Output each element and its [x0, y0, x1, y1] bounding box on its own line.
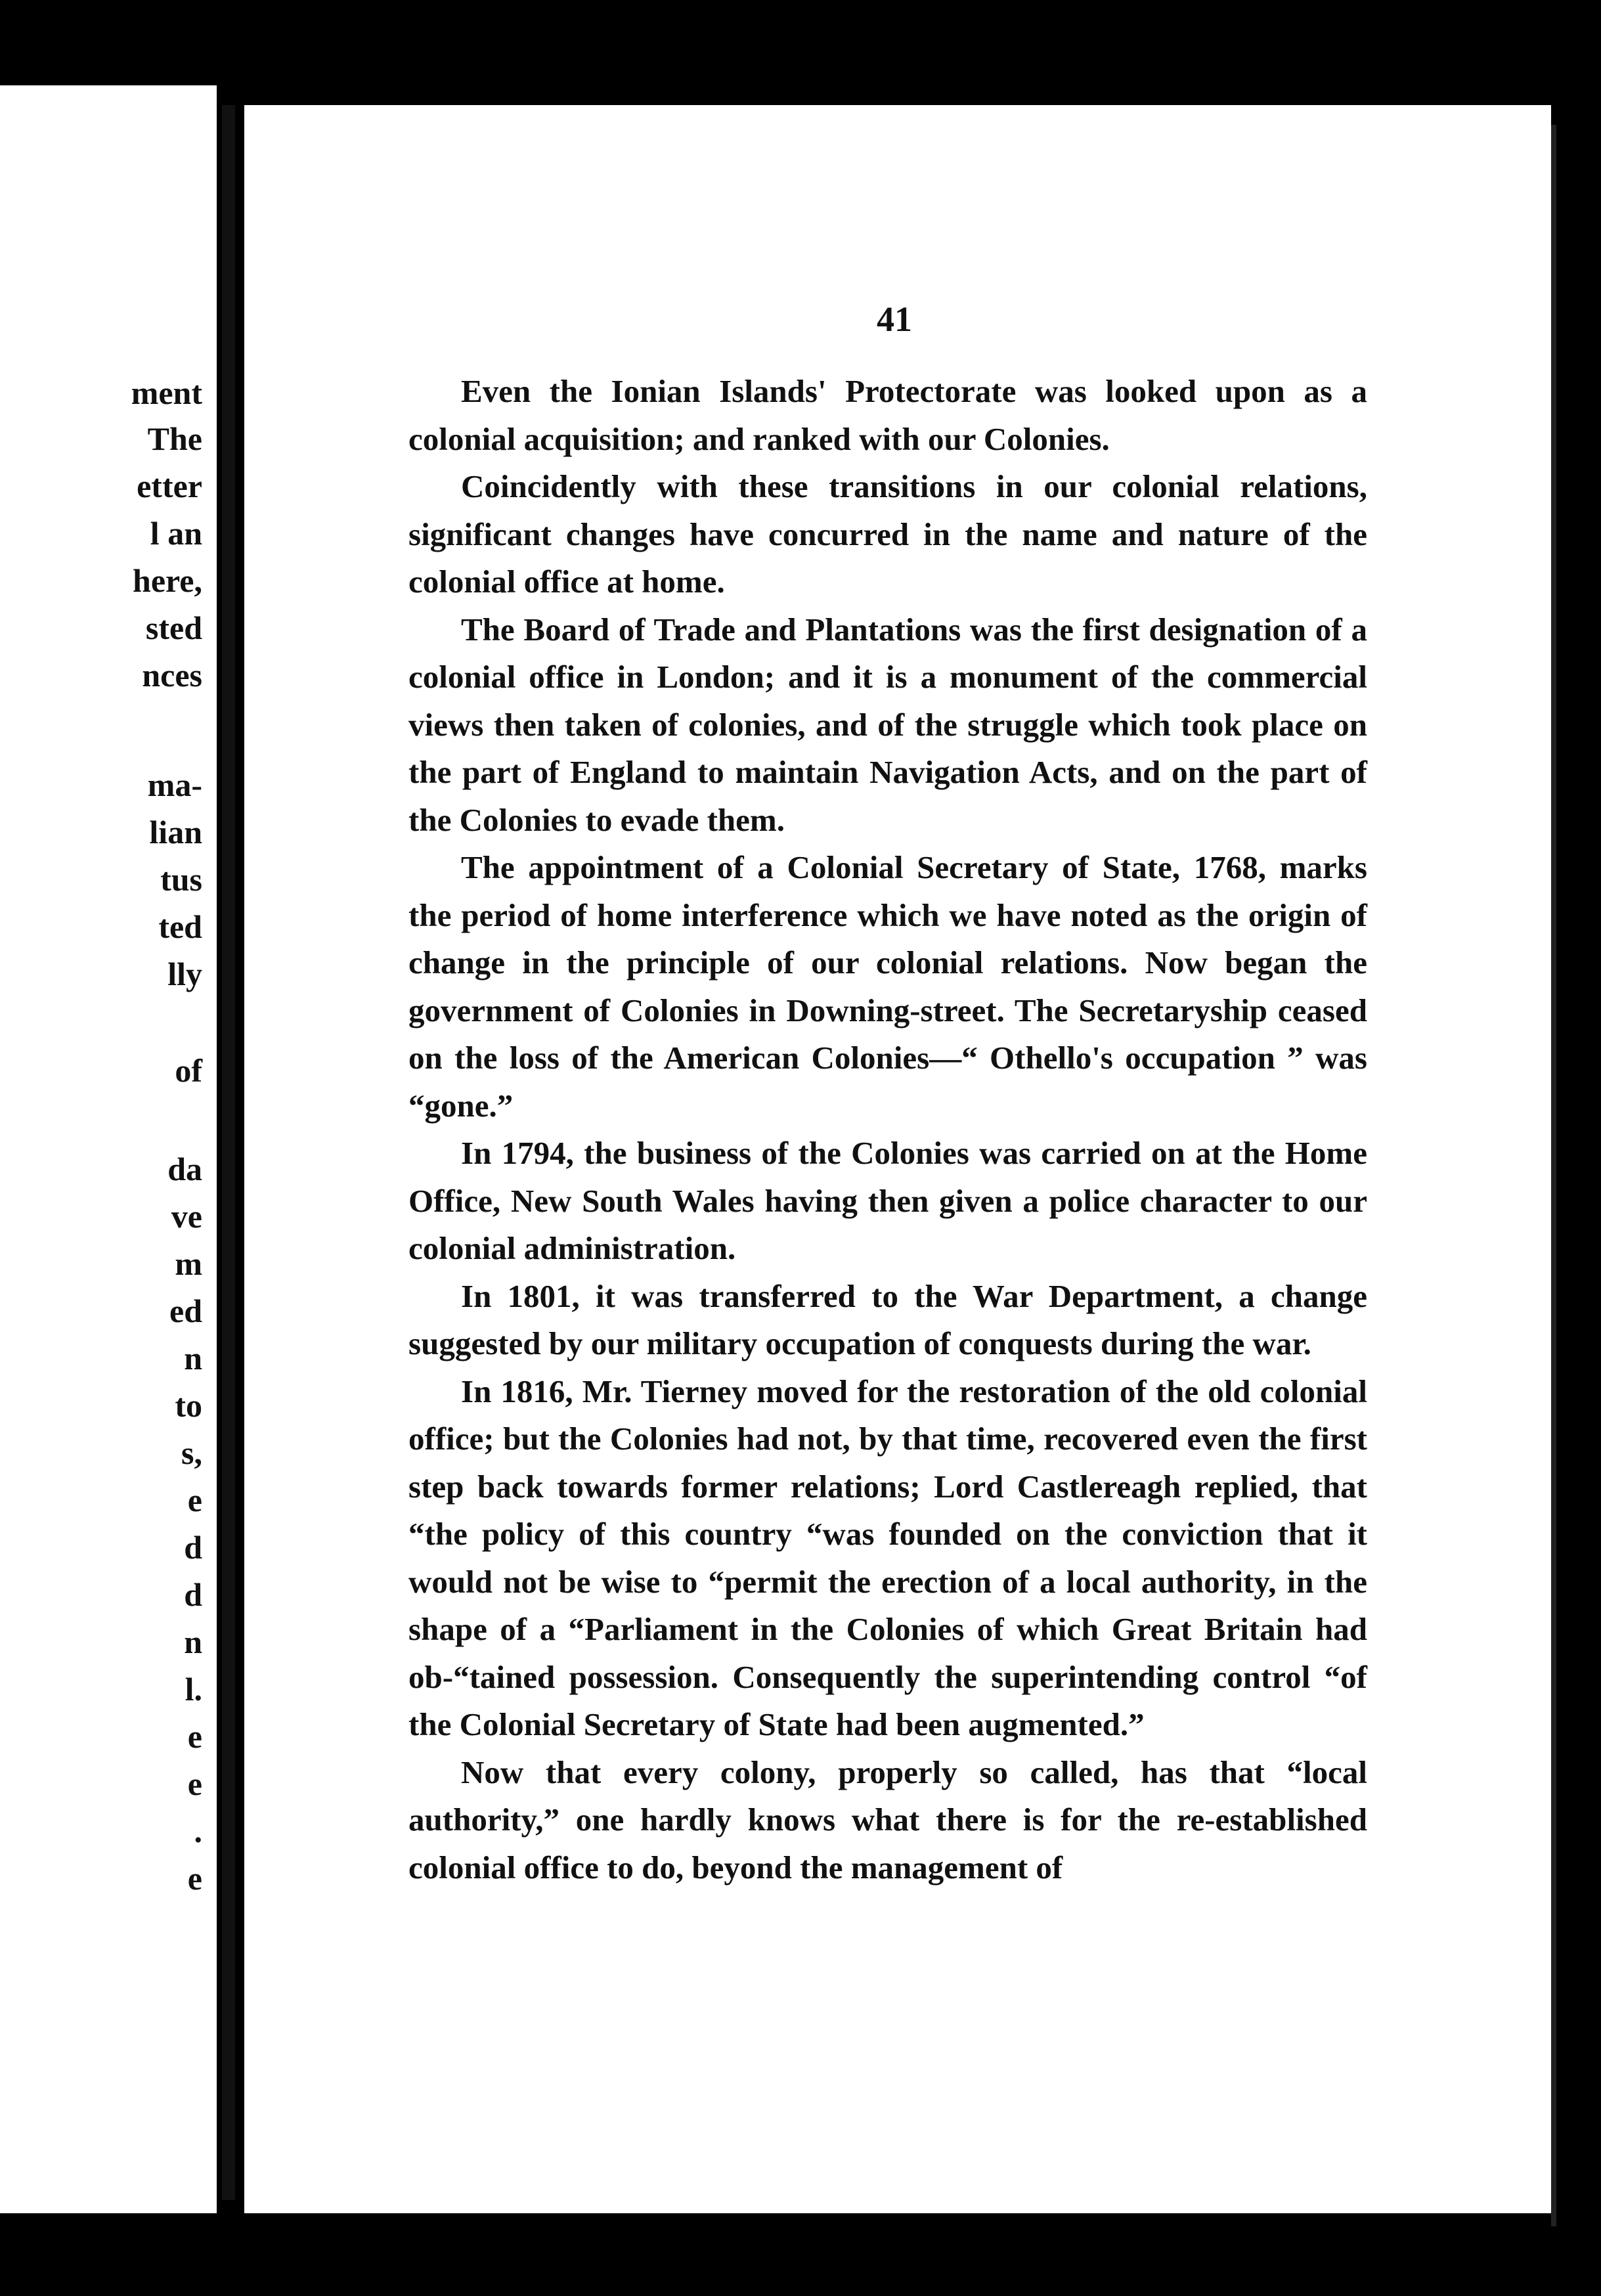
- left-fragment: n: [184, 1340, 202, 1377]
- left-fragment: of: [175, 1052, 202, 1089]
- left-fragment: sted: [145, 609, 202, 646]
- left-fragment: s,: [181, 1434, 202, 1471]
- paragraph: In 1816, Mr. Tierney moved for the restoration of the old colonial office; but the Colonies had not, by that time, recovered even the first step back towards former relations; Lord Castlereagh replied, that “the policy of this country “was founded on the conviction that it would not be wise to “permit the erection of a local authority, in the shape of a “Parliament in the Colonies of which Great Britain had ob-“tained possession. Consequently the superintending control “of the Colonial Secretary of State had been augmented.”: [408, 1373, 1367, 1742]
- left-fragment: ed: [169, 1292, 202, 1329]
- facing-page-text-fragments: [0, 85, 217, 2213]
- page-edge-shadow: [1551, 125, 1556, 2226]
- left-fragment: etter: [137, 468, 202, 504]
- left-fragment: e: [187, 1718, 202, 1755]
- left-fragment: ment: [131, 374, 202, 411]
- book-gutter: [222, 105, 235, 2200]
- left-fragment: d: [184, 1529, 202, 1566]
- paragraph: Now that every colony, properly so called, has that “local authority,” one hardly knows what there is for the re-established colonial office to do, beyond the management of: [408, 1754, 1367, 1886]
- left-fragment: e: [187, 1860, 202, 1897]
- left-fragment: The: [147, 420, 202, 457]
- left-fragment: l an: [150, 515, 202, 552]
- left-fragment: ma-: [147, 766, 202, 803]
- paragraph: In 1794, the business of the Colonies was carried on at the Home Office, New South Wales having then given a police character to our colonial administration.: [408, 1135, 1367, 1266]
- left-fragment: d: [184, 1576, 202, 1613]
- left-fragment: lian: [149, 814, 202, 850]
- book-page: [244, 105, 1551, 2213]
- left-fragment: l.: [185, 1671, 202, 1708]
- paragraph: In 1801, it was transferred to the War Department, a change suggested by our military occupation of conquests during the war.: [408, 1277, 1367, 1361]
- left-fragment: m: [175, 1245, 202, 1282]
- left-fragment: ted: [158, 908, 202, 945]
- left-fragment: ve: [171, 1198, 202, 1235]
- paragraph: Coincidently with these transitions in our colonial relations, significant changes have concurred in the name and nature of the colonial office at home.: [408, 468, 1367, 600]
- left-fragment: e: [187, 1765, 202, 1802]
- facing-page-left: [0, 85, 217, 2213]
- left-fragment: tus: [160, 861, 202, 898]
- paragraph: Even the Ionian Islands' Protectorate was looked upon as a colonial acquisition; and ranked with our Colonies.: [408, 373, 1367, 457]
- left-fragment: lly: [167, 956, 202, 992]
- left-fragment: da: [167, 1151, 202, 1187]
- left-fragment: here,: [133, 562, 202, 599]
- paragraph: The appointment of a Colonial Secretary of State, 1768, marks the period of home interference which we have noted as the origin of change in the principle of our colonial relations. Now began the government of Colonies in Downing-street. The Secretaryship ceased on the loss of the American Colonies—“ Othello's occupation ” was “gone.”: [408, 849, 1367, 1124]
- paragraph: The Board of Trade and Plantations was the first designation of a colonial office in London; and it is a monument of the commercial views then taken of colonies, and of the struggle which took place on the part of England to maintain Navigation Acts, and on the part of the Colonies to evade them.: [408, 611, 1367, 838]
- page-number: 41: [877, 299, 912, 339]
- page-body: [408, 368, 1367, 1891]
- left-fragment: to: [175, 1387, 202, 1424]
- left-fragment: e: [187, 1482, 202, 1518]
- left-fragment: n: [184, 1623, 202, 1660]
- left-fragment: .: [194, 1813, 202, 1849]
- left-fragment: nces: [142, 657, 202, 694]
